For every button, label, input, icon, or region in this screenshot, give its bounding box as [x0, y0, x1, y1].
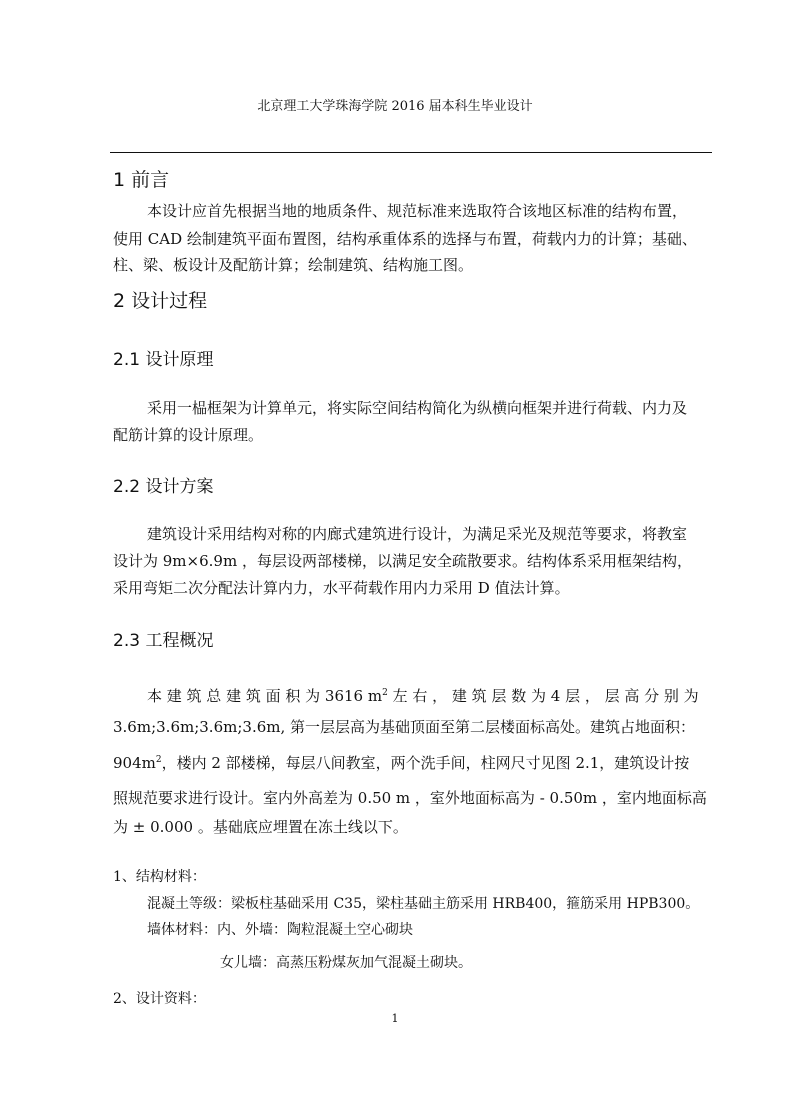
sec1-line-1: 本设计应首先根据当地的地质条件、规范标准来选取符合该地区标准的结构布置， [147, 202, 688, 220]
sec23-line-5: 为 ± 0.000 。基础底应埋置在冻土线以下。 [113, 818, 408, 836]
sec23-line-3 [113, 752, 689, 773]
parapet-material-line: 女儿墙：高蒸压粉煤灰加气混凝土砌块。 [220, 955, 472, 971]
list-item-1: 1、结构材料： [113, 869, 206, 885]
section-2-3-title: 2.3 工程概况 [113, 631, 214, 651]
section-2-2-title: 2.2 设计方案 [113, 477, 214, 497]
list-item-2: 2、设计资料： [113, 991, 206, 1007]
wall-material-line: 墙体材料：内、外墙：陶粒混凝土空心砌块 [147, 922, 413, 938]
sec1-line-2: 使用 CAD 绘制建筑平面布置图，结构承重体系的选择与布置，荷载内力的计算；基础、 [113, 230, 697, 248]
sec23-line-1-a: 本 建 筑 总 建 筑 面 积 为 3616 m [147, 687, 383, 705]
sec23-line-1 [147, 685, 699, 706]
page-header: 北京理工大学珠海学院 2016 届本科生毕业设计 [257, 99, 533, 114]
page-number: 1 [391, 1012, 399, 1025]
sec23-line-2: 3.6m;3.6m;3.6m;3.6m, 第一层层高为基础顶面至第二层楼面标高处。建筑占地面积： [113, 718, 696, 736]
sec22-line-2: 设计为 9m×6.9m ，每层设两部楼梯，以满足安全疏散要求。结构体系采用框架结构， [113, 552, 692, 570]
sec23-line-1-b: 左 右 ， 建 筑 层 数 为 4 层 ， 层 高 分 别 为 [392, 687, 699, 705]
superscript-2: 2 [155, 755, 162, 765]
sec21-line-1: 采用一榀框架为计算单元，将实际空间结构简化为纵横向框架并进行荷载、内力及 [147, 399, 688, 417]
sec23-line-3-b: ，楼内 2 部楼梯，每层八间教室，两个洗手间，柱网尺寸见图 2.1，建筑设计按 [161, 754, 690, 772]
section-2-1-title: 2.1 设计原理 [113, 350, 214, 370]
sec23-line-3-a: 904m [113, 754, 156, 772]
sec21-line-2: 配筋计算的设计原理。 [113, 426, 264, 444]
sec22-line-3: 采用弯矩二次分配法计算内力，水平荷载作用内力采用 D 值法计算。 [113, 579, 570, 597]
sec1-line-3: 柱、梁、板设计及配筋计算；绘制建筑、结构施工图。 [113, 256, 474, 274]
sec23-line-4: 照规范要求进行设计。室内外高差为 0.50 m ，室外地面标高为 - 0.50m ，室内地面标高 [113, 789, 707, 807]
concrete-grade-line: 混凝土等级：梁板柱基础采用 C35，梁柱基础主筋采用 HRB400，箍筋采用 HPB300。 [147, 896, 700, 912]
superscript-2: 2 [382, 688, 388, 698]
sec22-line-1: 建筑设计采用结构对称的内廊式建筑进行设计，为满足采光及规范等要求，将教室 [147, 525, 688, 543]
section-1-title: 1 前言 [113, 169, 170, 191]
section-2-title: 2 设计过程 [113, 290, 208, 312]
header-rule [110, 152, 712, 153]
